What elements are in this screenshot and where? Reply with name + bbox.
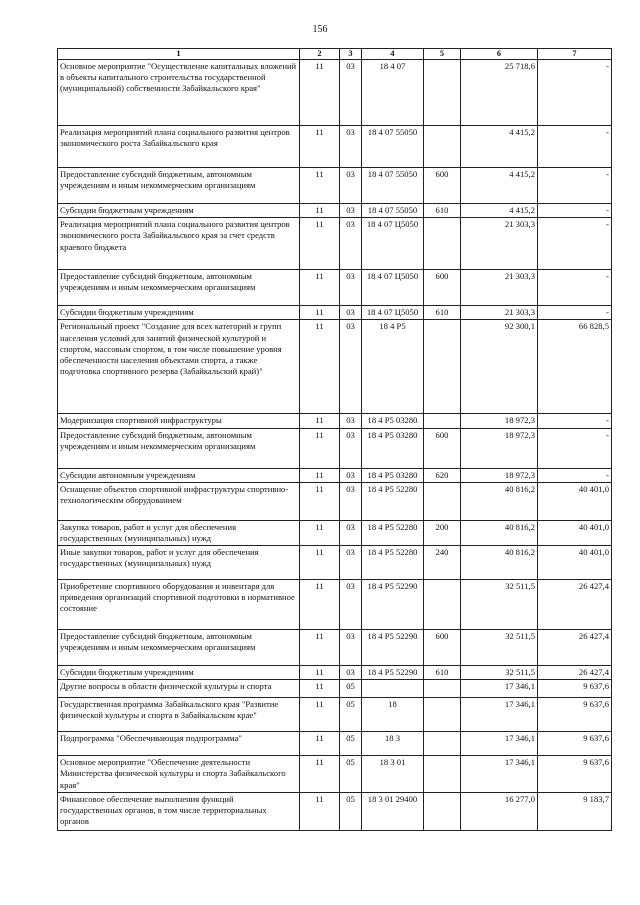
row-subsection: 03 [340,218,362,270]
row-amount-col6: 32 511,5 [461,630,538,666]
row-amount-col7: 40 401,0 [538,482,612,520]
table-row [58,60,612,126]
row-expense-type [424,732,461,756]
row-amount-col6: 18 972,3 [461,414,538,428]
row-subsection: 03 [340,60,362,126]
column-header-6: 6 [461,49,538,60]
column-header-1: 1 [58,49,300,60]
row-name: Финансовое обеспечение выполнения функций государственных органов, в том числе территориальных органов [58,792,300,830]
row-name: Иные закупки товаров, работ и услуг для обеспечения государственных (муниципальных) нужд [58,546,300,580]
table-row [58,468,612,482]
row-name: Субсидии автономным учреждениям [58,468,300,482]
row-section: 11 [300,698,340,732]
row-amount-col7: - [538,270,612,306]
row-name: Модернизация спортивной инфраструктуры [58,414,300,428]
row-amount-col6: 40 816,2 [461,520,538,545]
table-row [58,126,612,168]
row-expense-type: 200 [424,520,461,545]
row-amount-col6: 21 303,3 [461,270,538,306]
row-expense-type: 600 [424,270,461,306]
column-header-3: 3 [340,49,362,60]
row-target-article: 18 3 [362,732,424,756]
row-target-article: 18 4 P5 03280 [362,428,424,468]
row-name: Оснащение объектов спортивной инфраструктуры спортивно-технологическим оборудованием [58,482,300,520]
row-name: Основное мероприятие "Обеспечение деятельности Министерства физической культуры и спорта Забайкальского края" [58,756,300,793]
row-expense-type [424,414,461,428]
row-expense-type [424,60,461,126]
row-amount-col7: 9 637,6 [538,732,612,756]
row-amount-col6: 25 718,6 [461,60,538,126]
row-expense-type [424,580,461,630]
row-amount-col7: 9 183,7 [538,792,612,830]
row-name: Реализация мероприятий плана социального развития центров экономического роста Забайкальского края [58,126,300,168]
row-name: Субсидии бюджетным учреждениям [58,666,300,680]
row-subsection: 03 [340,482,362,520]
table-row [58,630,612,666]
row-subsection: 05 [340,756,362,793]
row-subsection: 03 [340,414,362,428]
row-expense-type [424,126,461,168]
row-target-article: 18 4 P5 03280 [362,414,424,428]
row-name: Государственная программа Забайкальского края "Развитие физической культуры и спорта в Забайкальском крае" [58,698,300,732]
row-name: Региональный проект "Создание для всех категорий и групп населения условий для занятий физической культурой и спортом, массовым спортом, в том числе повышение уровня обеспеченности населения объектами спорта, а также подготовка спортивного резерва (Забайкальский край)" [58,320,300,414]
row-amount-col6: 17 346,1 [461,680,538,698]
row-amount-col6: 32 511,5 [461,580,538,630]
row-amount-col7: - [538,168,612,204]
row-amount-col7: - [538,218,612,270]
row-name: Предоставление субсидий бюджетным, автономным учреждениям и иным некоммерческим организациям [58,428,300,468]
table-row [58,204,612,218]
row-expense-type: 600 [424,168,461,204]
column-header-5: 5 [424,49,461,60]
table-row [58,482,612,520]
row-target-article: 18 4 P5 52290 [362,666,424,680]
row-section: 11 [300,414,340,428]
row-target-article: 18 3 01 [362,756,424,793]
page-number: 156 [312,24,328,35]
row-amount-col7: - [538,428,612,468]
table-row [58,270,612,306]
row-target-article: 18 4 07 [362,60,424,126]
row-section: 11 [300,126,340,168]
row-section: 11 [300,306,340,320]
table-row [58,168,612,204]
row-name: Другие вопросы в области физической культуры и спорта [58,680,300,698]
row-amount-col6: 4 415,2 [461,168,538,204]
row-subsection: 05 [340,698,362,732]
row-amount-col7: 40 401,0 [538,546,612,580]
row-expense-type: 600 [424,428,461,468]
table-row [58,218,612,270]
row-expense-type [424,680,461,698]
row-expense-type: 610 [424,204,461,218]
row-amount-col6: 21 303,3 [461,306,538,320]
row-expense-type [424,482,461,520]
row-expense-type [424,756,461,793]
header-row [58,49,612,60]
row-section: 11 [300,546,340,580]
row-subsection: 03 [340,520,362,545]
row-amount-col7: 26 427,4 [538,666,612,680]
row-name: Подпрограмма "Обеспечивающая подпрограмма" [58,732,300,756]
row-target-article: 18 4 07 55050 [362,168,424,204]
row-amount-col7: 66 828,5 [538,320,612,414]
row-subsection: 03 [340,580,362,630]
table-row [58,546,612,580]
row-name: Приобретение спортивного оборудования и инвентаря для приведения организаций спортивной подготовки в нормативное состояние [58,580,300,630]
table-row [58,680,612,698]
row-amount-col6: 17 346,1 [461,756,538,793]
row-subsection: 03 [340,546,362,580]
row-target-article: 18 4 P5 52280 [362,520,424,545]
column-header-2: 2 [300,49,340,60]
row-subsection: 03 [340,126,362,168]
row-target-article: 18 4 07 Ц5050 [362,306,424,320]
row-expense-type [424,792,461,830]
table-body [58,60,612,831]
row-amount-col6: 32 511,5 [461,666,538,680]
row-amount-col6: 18 972,3 [461,428,538,468]
row-amount-col6: 17 346,1 [461,698,538,732]
row-expense-type [424,320,461,414]
row-section: 11 [300,218,340,270]
row-target-article: 18 3 01 29400 [362,792,424,830]
row-subsection: 05 [340,732,362,756]
row-target-article: 18 4 P5 52290 [362,580,424,630]
budget-table [57,48,612,831]
table-row [58,428,612,468]
column-header-4: 4 [362,49,424,60]
row-subsection: 03 [340,204,362,218]
row-amount-col6: 21 303,3 [461,218,538,270]
row-section: 11 [300,792,340,830]
row-section: 11 [300,666,340,680]
row-amount-col7: - [538,468,612,482]
row-subsection: 03 [340,630,362,666]
row-subsection: 05 [340,680,362,698]
row-amount-col6: 17 346,1 [461,732,538,756]
row-section: 11 [300,320,340,414]
table-row [58,698,612,732]
row-name: Основное мероприятие "Осуществление капитальных вложений в объекты капитального строительства государственной (муниципальной) собственности Забайкальского края" [58,60,300,126]
row-section: 11 [300,60,340,126]
row-subsection: 03 [340,306,362,320]
row-target-article: 18 4 P5 03280 [362,468,424,482]
row-target-article: 18 4 P5 52280 [362,482,424,520]
table-row [58,792,612,830]
row-target-article: 18 4 07 Ц5050 [362,218,424,270]
row-amount-col7: 40 401,0 [538,520,612,545]
row-amount-col6: 16 277,0 [461,792,538,830]
row-section: 11 [300,428,340,468]
row-name: Предоставление субсидий бюджетным, автономным учреждениям и иным некоммерческим организациям [58,168,300,204]
row-target-article: 18 4 07 55050 [362,204,424,218]
row-amount-col6: 40 816,2 [461,546,538,580]
row-section: 11 [300,732,340,756]
table-row [58,580,612,630]
table-row [58,320,612,414]
row-expense-type [424,218,461,270]
row-expense-type: 600 [424,630,461,666]
row-section: 11 [300,680,340,698]
row-target-article [362,680,424,698]
row-amount-col7: 9 637,6 [538,680,612,698]
row-amount-col6: 4 415,2 [461,126,538,168]
row-name: Реализация мероприятий плана социального развития центров экономического роста Забайкальского края за счет средств краевого бюджета [58,218,300,270]
row-amount-col7: 26 427,4 [538,630,612,666]
row-section: 11 [300,520,340,545]
row-section: 11 [300,756,340,793]
row-target-article: 18 4 P5 52290 [362,630,424,666]
row-target-article: 18 4 P5 [362,320,424,414]
row-section: 11 [300,482,340,520]
table-row [58,666,612,680]
row-amount-col7: - [538,204,612,218]
row-target-article: 18 4 P5 52280 [362,546,424,580]
row-name: Субсидии бюджетным учреждениям [58,204,300,218]
row-name: Предоставление субсидий бюджетным, автономным учреждениям и иным некоммерческим организациям [58,270,300,306]
row-target-article: 18 [362,698,424,732]
row-name: Предоставление субсидий бюджетным, автономным учреждениям и иным некоммерческим организациям [58,630,300,666]
row-name: Субсидии бюджетным учреждениям [58,306,300,320]
column-header-7: 7 [538,49,612,60]
row-section: 11 [300,468,340,482]
row-expense-type: 620 [424,468,461,482]
row-expense-type: 610 [424,306,461,320]
row-expense-type: 610 [424,666,461,680]
row-section: 11 [300,204,340,218]
row-expense-type [424,698,461,732]
row-expense-type: 240 [424,546,461,580]
row-name: Закупка товаров, работ и услуг для обеспечения государственных (муниципальных) нужд [58,520,300,545]
row-amount-col7: - [538,126,612,168]
row-amount-col6: 18 972,3 [461,468,538,482]
table-row [58,756,612,793]
row-amount-col7: - [538,414,612,428]
row-subsection: 03 [340,666,362,680]
table-row [58,414,612,428]
row-amount-col6: 4 415,2 [461,204,538,218]
row-subsection: 03 [340,320,362,414]
row-subsection: 03 [340,428,362,468]
table-row [58,732,612,756]
row-amount-col6: 92 300,1 [461,320,538,414]
table-row [58,306,612,320]
row-section: 11 [300,630,340,666]
row-subsection: 03 [340,270,362,306]
row-amount-col7: - [538,60,612,126]
row-amount-col6: 40 816,2 [461,482,538,520]
row-amount-col7: 9 637,6 [538,698,612,732]
row-amount-col7: 26 427,4 [538,580,612,630]
row-section: 11 [300,168,340,204]
row-amount-col7: 9 637,6 [538,756,612,793]
row-subsection: 03 [340,468,362,482]
row-subsection: 03 [340,168,362,204]
row-amount-col7: - [538,306,612,320]
row-subsection: 05 [340,792,362,830]
row-target-article: 18 4 07 Ц5050 [362,270,424,306]
row-section: 11 [300,580,340,630]
row-target-article: 18 4 07 55050 [362,126,424,168]
table-row [58,520,612,545]
row-section: 11 [300,270,340,306]
